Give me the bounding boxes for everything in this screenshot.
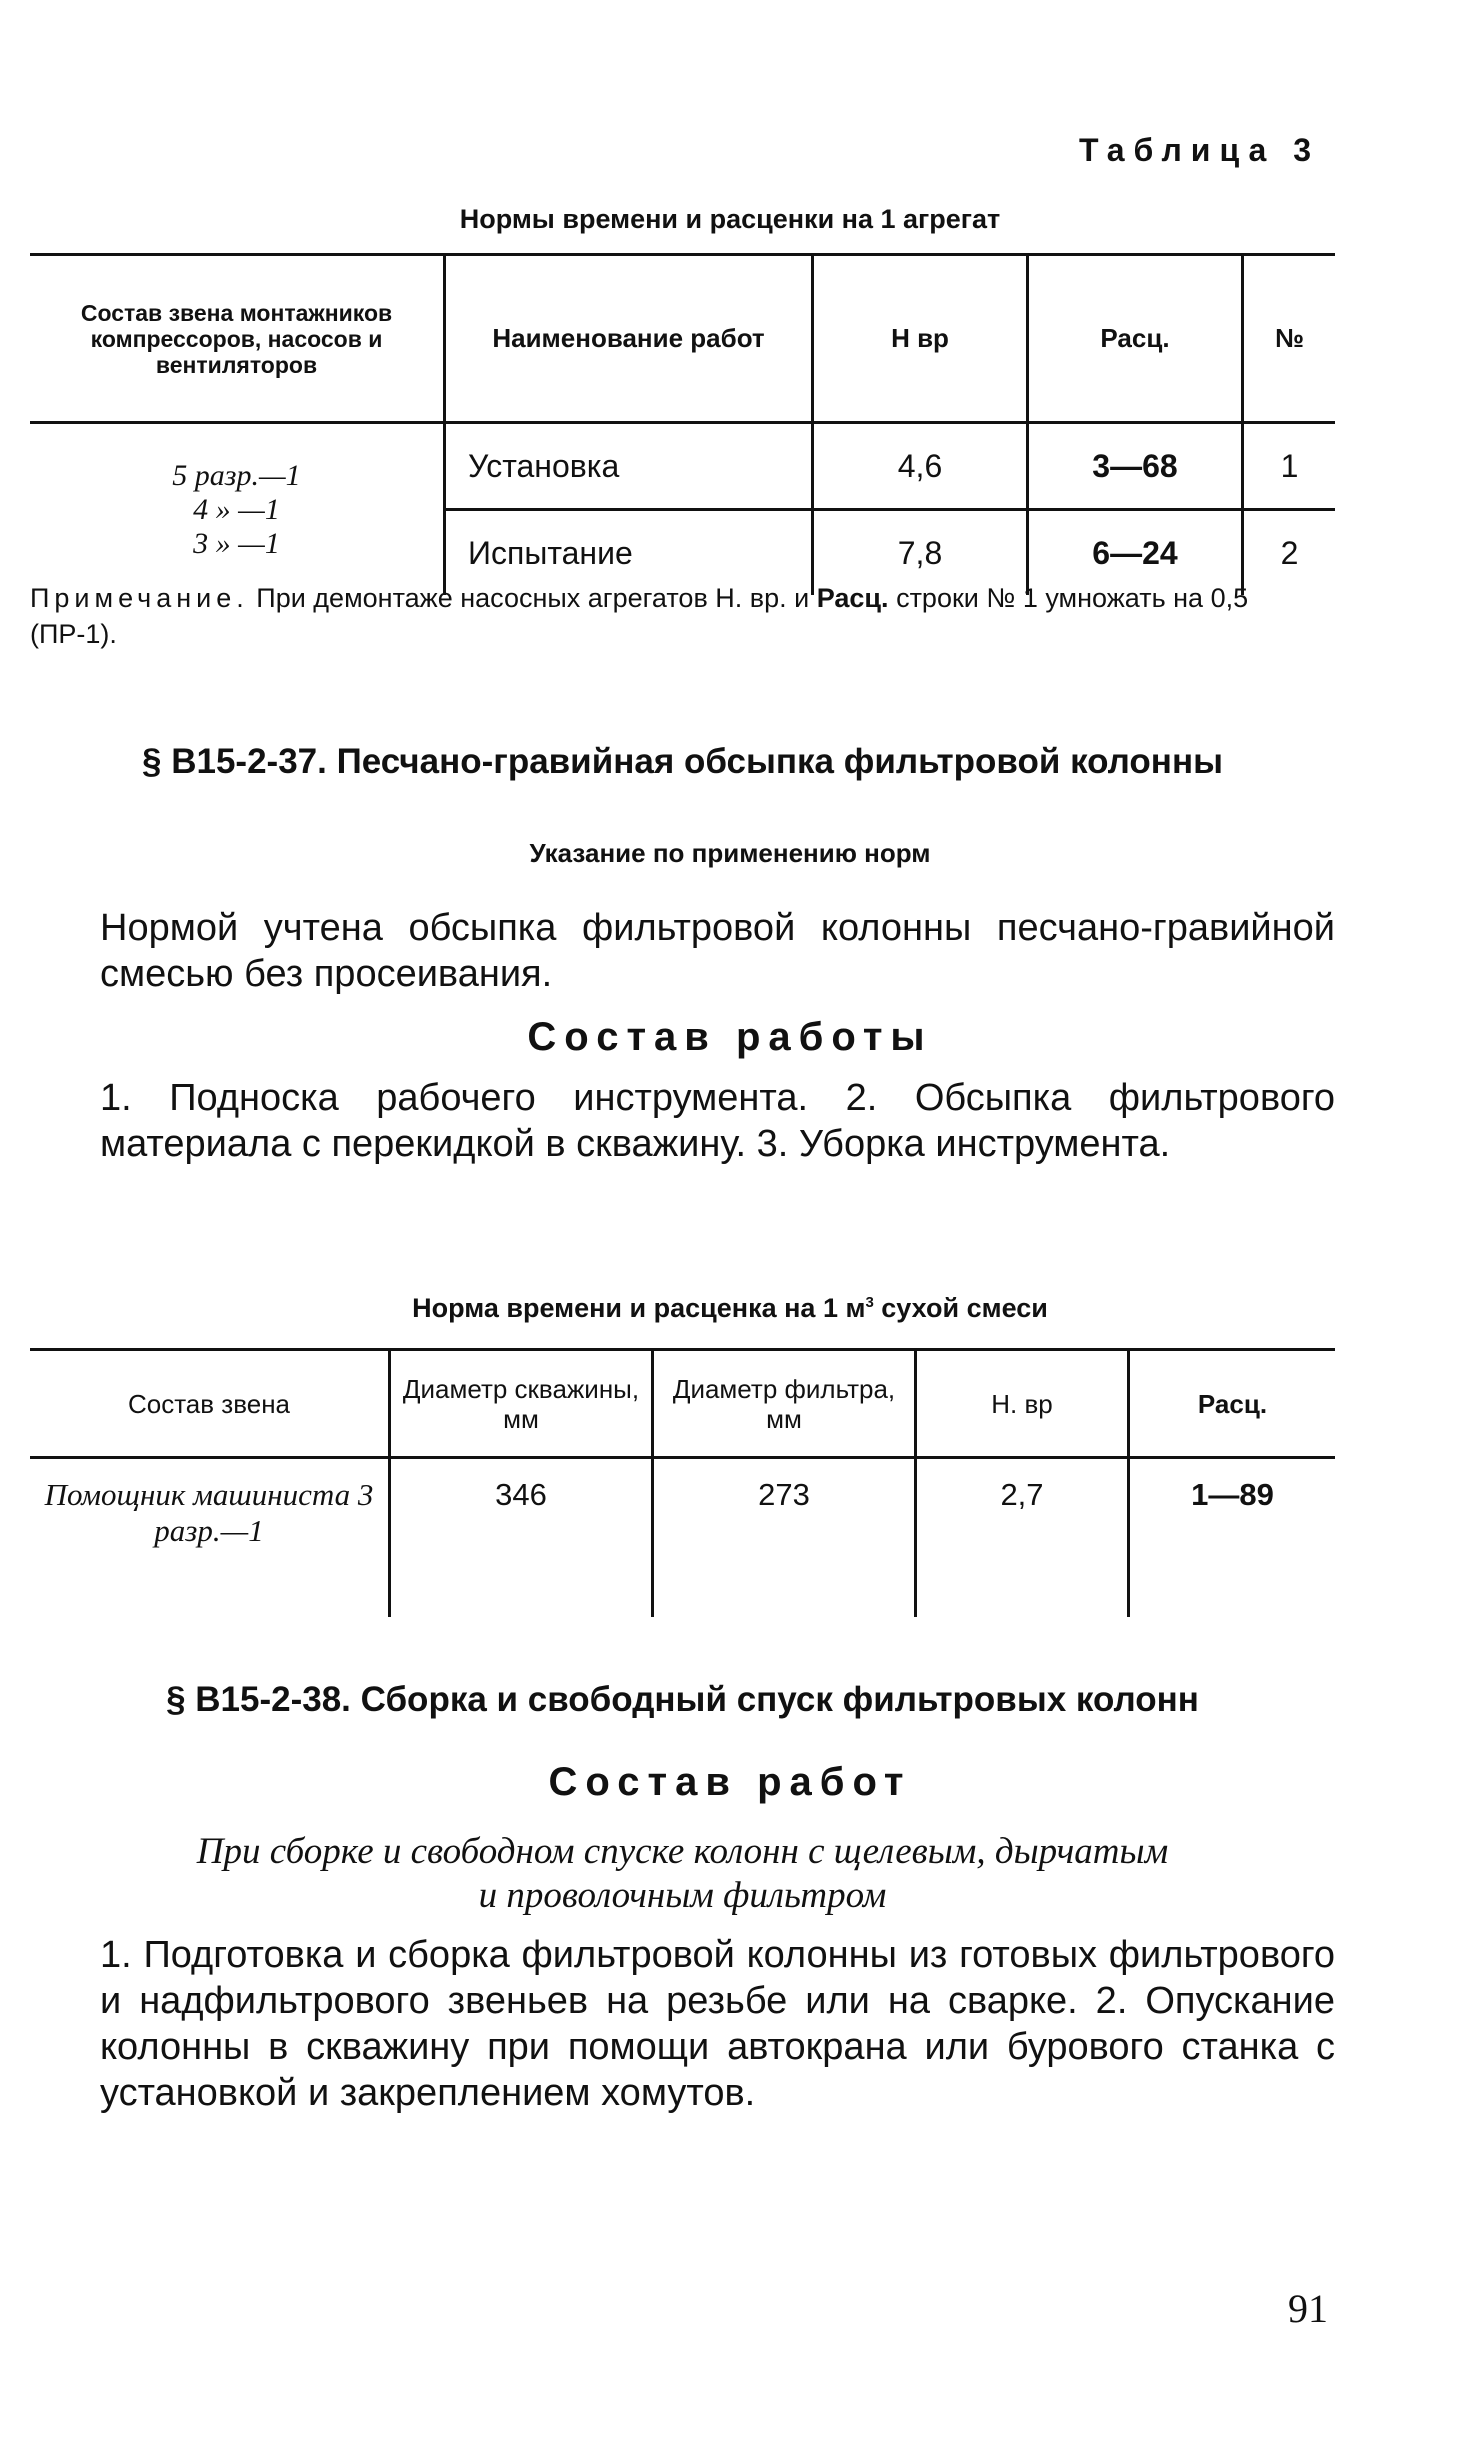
num-cell: 1: [1243, 423, 1336, 510]
nvr-cell: 2,7: [916, 1458, 1129, 1618]
header-work: Наименование работ: [445, 255, 813, 423]
italic-line: и проволочным фильтром: [478, 1875, 887, 1916]
work-heading: Состав работ: [548, 1760, 912, 1804]
rasc-cell: 6—24: [1028, 510, 1243, 596]
table-row: [30, 423, 1335, 510]
rasc-cell: 1—89: [1129, 1458, 1336, 1618]
note-text: При демонтаже насосных агрегатов Н. вр. и: [256, 583, 810, 613]
italic-subheading: [30, 1830, 1335, 1918]
nvr-cell: 4,6: [813, 423, 1028, 510]
table-label: Таблица 3: [1078, 132, 1320, 168]
header-filter: Диаметр фильтра, мм: [653, 1350, 916, 1458]
header-nvr: Н. вр: [916, 1350, 1129, 1458]
page-number: 91: [1288, 2286, 1328, 2331]
note-bold: Расц.: [816, 583, 889, 613]
section-title: § В15-2-38. Сборка и свободный спуск фильтровых колонн: [166, 1680, 1199, 1719]
num-cell: 2: [1243, 510, 1336, 596]
caption-text: Норма времени и расценка на 1 м: [412, 1293, 866, 1323]
norms-table-2: [30, 1348, 1335, 1617]
note-label: Примечание.: [30, 583, 249, 613]
work-heading: Состав работы: [527, 1015, 933, 1059]
section-title: § В15-2-37. Песчано-гравийная обсыпка фильтровой колонны: [142, 742, 1223, 781]
work-cell: Испытание: [445, 510, 813, 596]
paragraph-text: Нормой учтена обсыпка фильтровой колонны песчано-гравийной смесью без просеивания.: [100, 907, 1335, 995]
nvr-cell: 7,8: [813, 510, 1028, 596]
well-cell: 346: [390, 1458, 653, 1618]
note-text: строки № 1 умножать на 0,5 (ПР-1).: [30, 583, 1249, 649]
header-well: Диаметр скважины, мм: [390, 1350, 653, 1458]
table-caption: Нормы времени и расценки на 1 агрегат: [459, 204, 1001, 234]
crew-cell: [30, 423, 445, 596]
paragraph: [30, 1075, 1335, 1167]
table-note: [30, 580, 1335, 652]
header-crew: Состав звена: [30, 1350, 390, 1458]
paragraph-text: 1. Подготовка и сборка фильтровой колонны из готовых фильтрового и надфильтрового звеньев на резьбе или на сварке. 2. Опускание колонны в скважину при помощи автокрана или бурового станка с установкой и закреплением хомутов.: [100, 1934, 1335, 2114]
table-caption: [0, 1293, 1460, 1324]
rasc-cell: 3—68: [1028, 423, 1243, 510]
filter-cell: 273: [653, 1458, 916, 1618]
italic-line: При сборке и свободном спуске колонн с щелевым, дырчатым: [196, 1831, 1169, 1872]
header-crew: Состав звена монтажников компрессоров, насосов и вентиляторов: [30, 255, 445, 423]
caption-superscript: 3: [865, 1294, 874, 1311]
paragraph-text: 1. Подноска рабочего инструмента. 2. Обсыпка фильтрового материала с перекидкой в скважину. 3. Уборка инструмента.: [100, 1077, 1335, 1165]
table-header-row: [30, 255, 1335, 423]
crew-line: 5 разр.—1: [172, 458, 301, 492]
crew-cell: Помощник машиниста 3 разр.—1: [44, 1477, 374, 1548]
work-cell: Установка: [445, 423, 813, 510]
caption-tail: сухой смеси: [873, 1293, 1048, 1323]
header-nvr: Н вр: [813, 255, 1028, 423]
table-row: [30, 1458, 1335, 1618]
section-subheading: Указание по применению норм: [529, 838, 931, 868]
header-rasc: Расц.: [1028, 255, 1243, 423]
paragraph: [30, 905, 1335, 997]
paragraph: [30, 1932, 1335, 2116]
header-num: №: [1243, 255, 1336, 423]
norms-table-3: [30, 253, 1335, 595]
table-header-row: [30, 1350, 1335, 1458]
crew-line: 3 » —1: [193, 526, 280, 560]
header-rasc: Расц.: [1129, 1350, 1336, 1458]
crew-line: 4 » —1: [193, 492, 280, 526]
